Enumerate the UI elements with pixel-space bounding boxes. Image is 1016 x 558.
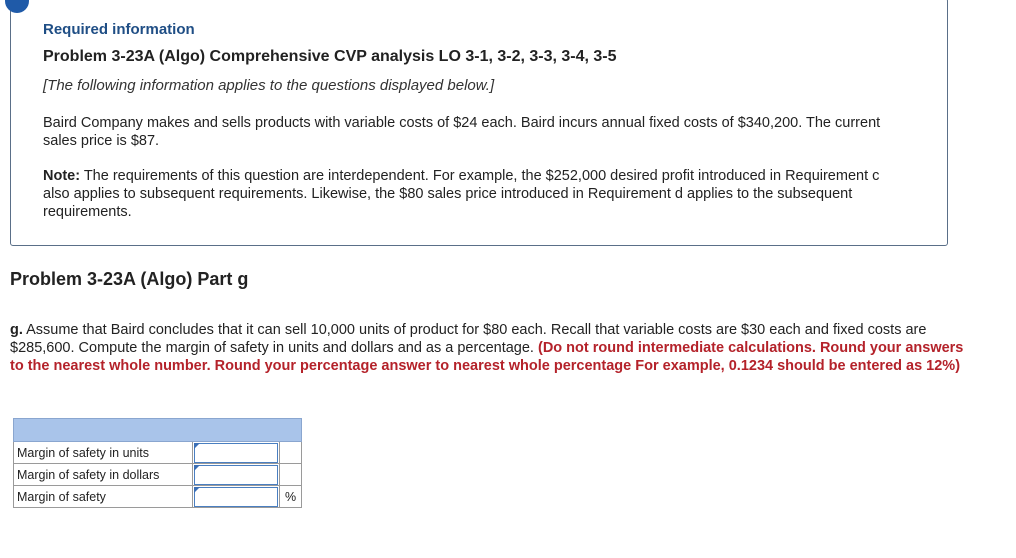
input-cell-units (193, 442, 280, 464)
input-cell-percent (193, 486, 280, 508)
note-text: The requirements of this question are interdependent. For example, the $252,000 desired profit introduced in Requirement c also applies to subsequent requirements. Likewise, the $80 sales price introduced in Requirement d applies to the subsequent requirements. (43, 168, 880, 220)
row-label-percent: Margin of safety (14, 486, 193, 508)
input-marker-icon (194, 443, 200, 449)
margin-dollars-input[interactable] (194, 465, 278, 485)
input-marker-icon (194, 487, 200, 493)
input-marker-icon (194, 465, 200, 471)
margin-units-input[interactable] (194, 443, 278, 463)
answer-table-header (14, 419, 302, 442)
row-label-units: Margin of safety in units (14, 442, 193, 464)
margin-percent-input[interactable] (194, 487, 278, 507)
company-description: Baird Company makes and sells products with variable costs of $24 each. Baird incurs annual fixed costs of $340,200. The current sales price is $87. (43, 115, 881, 149)
row-label-dollars: Margin of safety in dollars (14, 464, 193, 486)
percent-unit: % (280, 486, 302, 508)
note-label: Note: (43, 168, 81, 184)
answer-table (13, 418, 302, 508)
applies-note: [The following information applies to the questions displayed below.] (43, 77, 495, 94)
problem-title: Problem 3-23A (Algo) Comprehensive CVP analysis LO 3-1, 3-2, 3-3, 3-4, 3-5 (43, 48, 617, 65)
table-row (14, 486, 302, 508)
unit-cell-dollars (280, 464, 302, 486)
question-text (10, 321, 970, 375)
unit-cell-units (280, 442, 302, 464)
interdependence-note (43, 167, 893, 221)
answer-table-header-cell (14, 419, 302, 442)
question-body: Assume that Baird concludes that it can sell 10,000 units of product for $80 each. Recall that variable costs are $30 each and fixed costs are $285,600. Compute the margin of safety in units and dollars and as a percentage. (10, 322, 927, 356)
info-icon (5, 0, 29, 13)
table-row (14, 442, 302, 464)
required-information-label: Required information (43, 21, 195, 38)
rounding-instructions: (Do not round intermediate calculations. Round your answers to the nearest whole number. Round your percentage answer to nearest whole percentage For example, 0.1234 should be entered as 12%) (10, 340, 964, 374)
table-row (14, 464, 302, 486)
question-letter: g. (10, 322, 23, 338)
input-cell-dollars (193, 464, 280, 486)
part-title: Problem 3-23A (Algo) Part g (10, 269, 249, 289)
